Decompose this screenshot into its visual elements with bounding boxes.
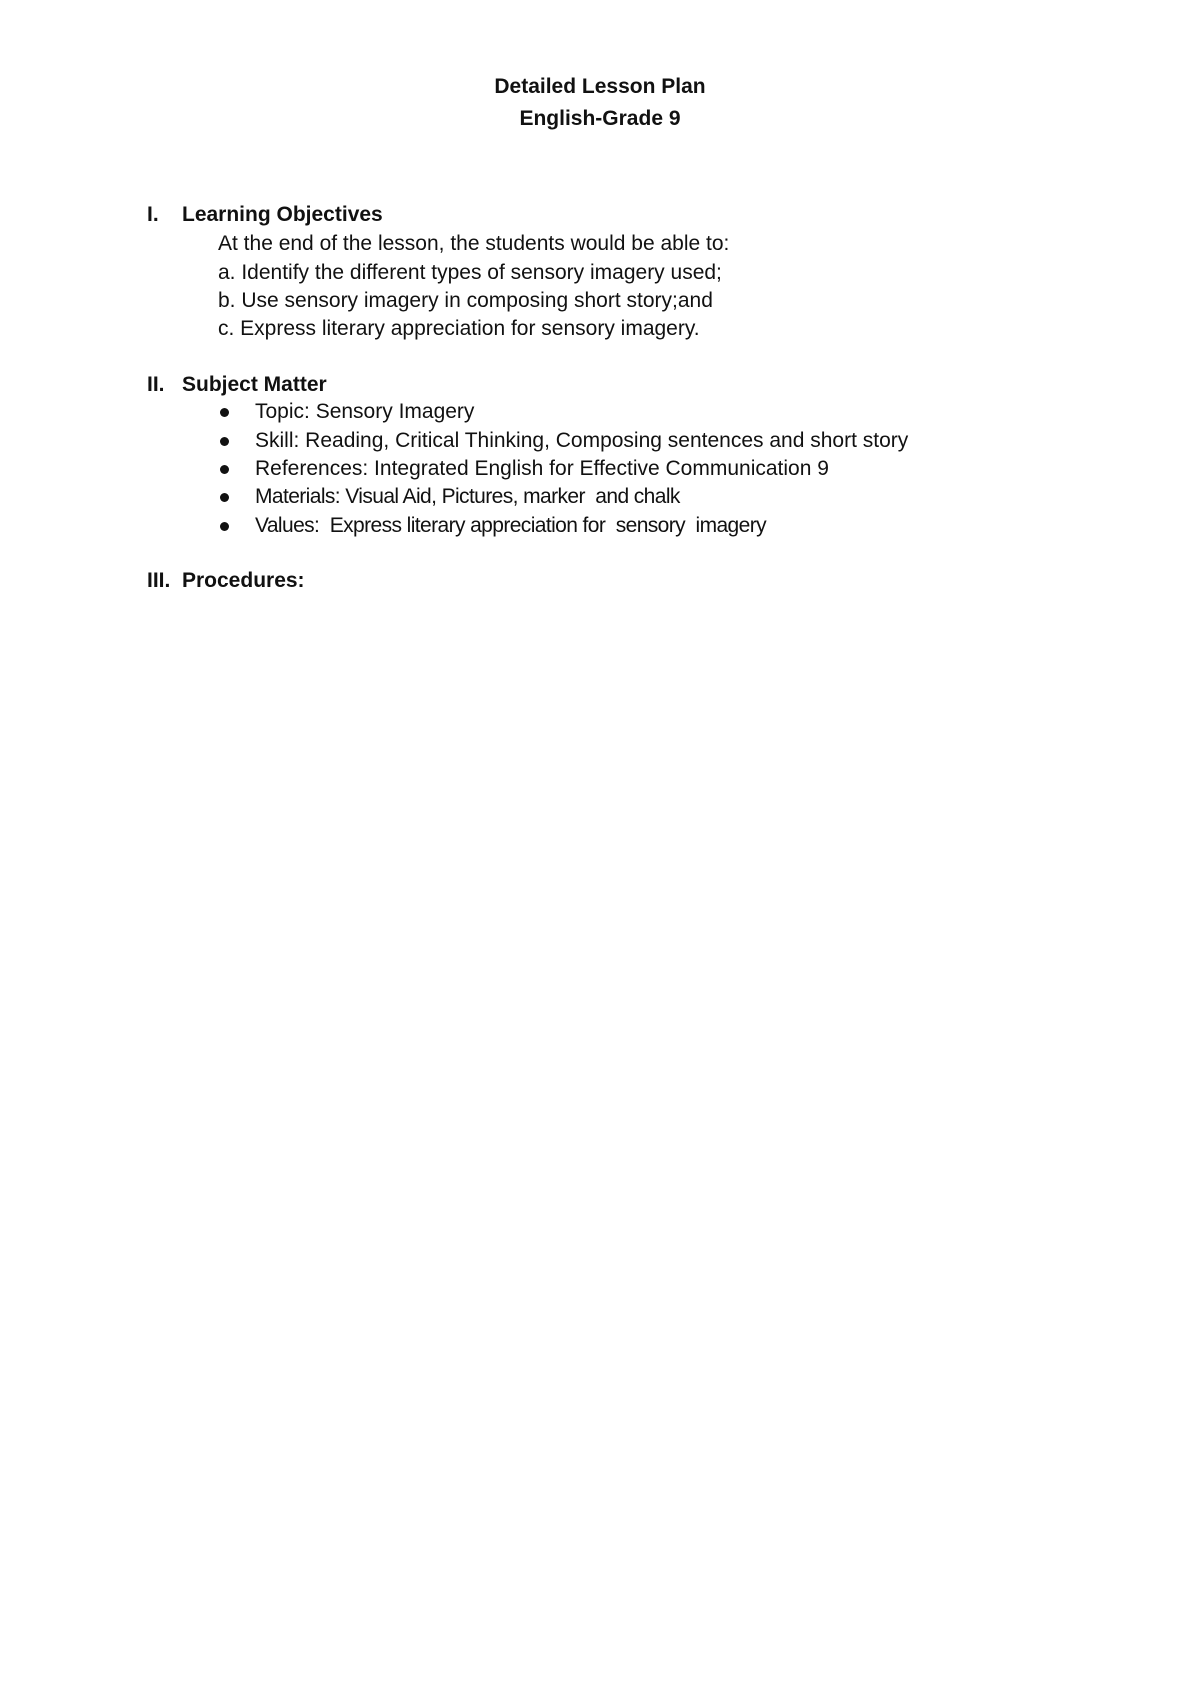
section-2-numeral: II. <box>147 373 165 396</box>
section-2-heading: Subject Matter <box>182 373 327 396</box>
section-3-numeral: III. <box>147 569 171 592</box>
subject-matter-item: Topic: Sensory Imagery <box>255 400 475 423</box>
objective-item: c. Express literary appreciation for sensory imagery. <box>218 317 700 340</box>
bullet-icon <box>220 522 229 531</box>
objective-item: a. Identify the different types of sensory imagery used; <box>218 261 722 284</box>
subject-matter-item: References: Integrated English for Effective Communication 9 <box>255 457 829 480</box>
document-title: Detailed Lesson Plan <box>494 75 706 98</box>
bullet-icon <box>220 408 229 417</box>
bullet-icon <box>220 437 229 446</box>
objectives-intro: At the end of the lesson, the students would be able to: <box>218 232 730 255</box>
subject-matter-item: Materials: Visual Aid, Pictures, marker and chalk <box>255 485 680 508</box>
subject-matter-item: Skill: Reading, Critical Thinking, Composing sentences and short story <box>255 429 909 452</box>
section-1-heading: Learning Objectives <box>182 203 383 226</box>
document-subtitle: English-Grade 9 <box>519 107 681 130</box>
bullet-icon <box>220 493 229 502</box>
section-1-numeral: I. <box>147 203 159 226</box>
objective-item: b. Use sensory imagery in composing short story;and <box>218 289 713 312</box>
subject-matter-item: Values: Express literary appreciation for sensory imagery <box>255 514 767 537</box>
bullet-icon <box>220 465 229 474</box>
section-3-heading: Procedures: <box>182 569 305 592</box>
